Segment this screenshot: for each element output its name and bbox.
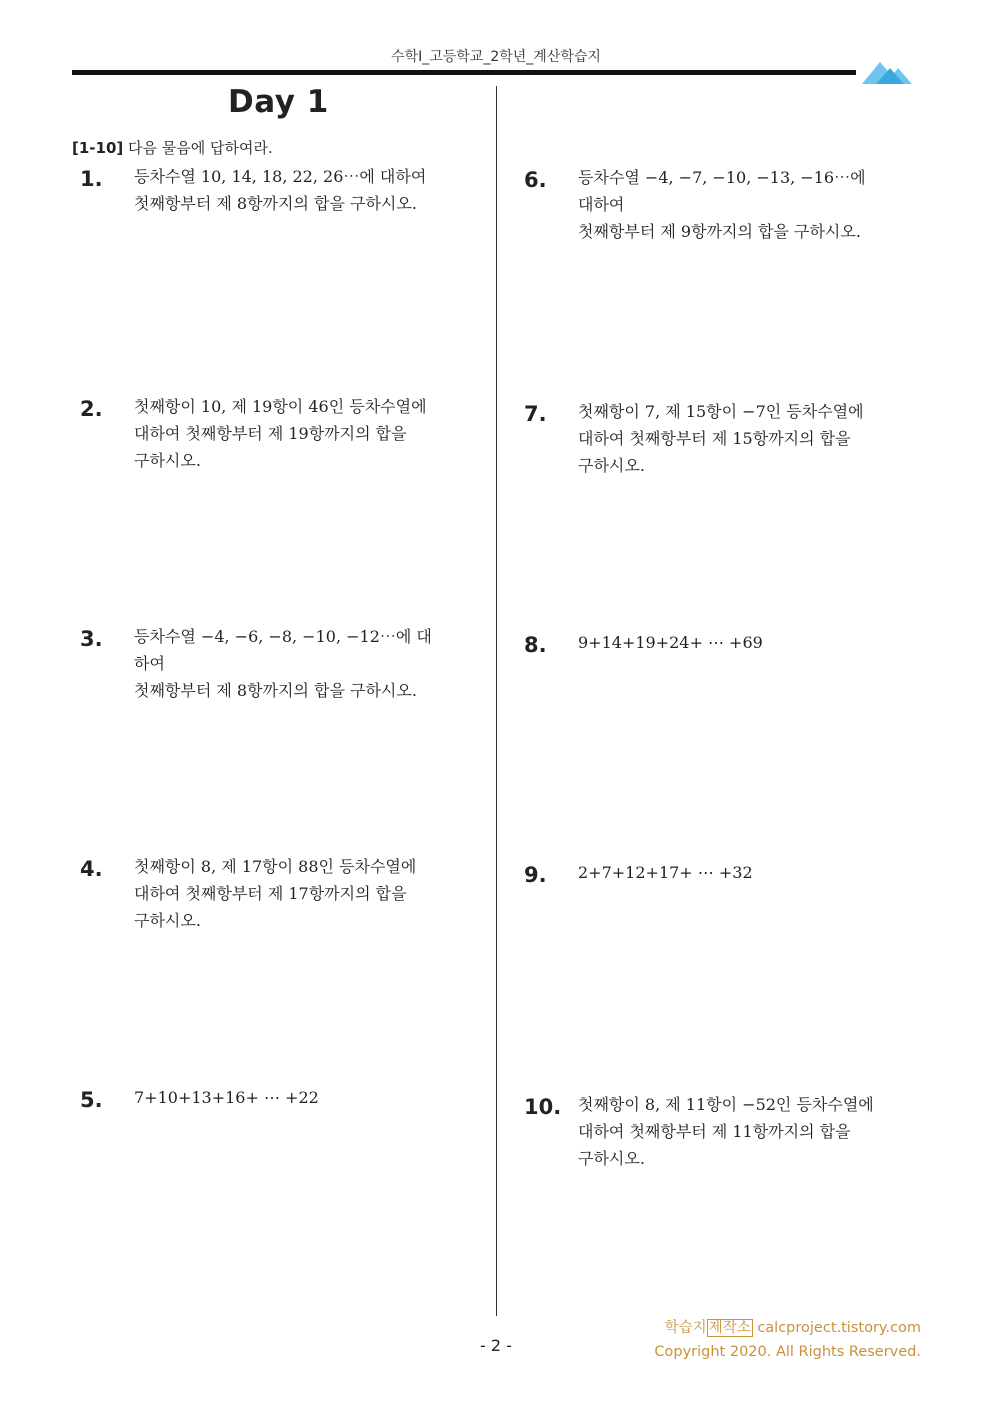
brand-prefix: 학습지 [664,1320,707,1336]
problem-number: 6. [524,168,547,192]
site-link[interactable]: calcproject.tistory.com [752,1320,921,1336]
day-title: Day 1 [228,84,329,120]
header-title: 수학I_고등학교_2학년_계산학습지 [391,49,601,65]
problem-number: 5. [80,1088,103,1112]
problem-text: 9+14+19+24+ ⋯ +69 [578,633,763,652]
problem-text: 첫째항이 7, 제 15항이 −7인 등차수열에 대하여 첫째항부터 제 15항까지의 합을 구하시오. [578,402,864,475]
problem-number: 7. [524,402,547,426]
instruction-text: 다음 물음에 답하여라. [128,139,273,157]
problem-text: 첫째항이 10, 제 19항이 46인 등차수열에 대하여 첫째항부터 제 19항까지의 합을 구하시오. [134,397,427,470]
problem-text: 첫째항이 8, 제 17항이 88인 등차수열에 대하여 첫째항부터 제 17항까지의 합을 구하시오. [134,857,417,930]
problem-number: 2. [80,397,103,421]
problem-text: 첫째항이 8, 제 11항이 −52인 등차수열에 대하여 첫째항부터 제 11항까지의 합을 구하시오. [578,1095,874,1168]
problem-text: 2+7+12+17+ ⋯ +32 [578,863,753,882]
problem-number: 10. [524,1095,562,1119]
column-divider [496,86,497,1316]
problem-number: 3. [80,627,103,651]
problem-number: 9. [524,863,547,887]
problem-text: 등차수열 −4, −7, −10, −13, −16⋯에 대하여 첫째항부터 제 9항까지의 합을 구하시오. [578,168,866,241]
instruction [72,137,273,158]
problem-number: 4. [80,857,103,881]
problem-text: 7+10+13+16+ ⋯ +22 [134,1088,319,1107]
brand-boxed: 제작소 [708,1320,751,1336]
copyright: Copyright 2020. All Rights Reserved. [654,1344,921,1360]
problem-text: 등차수열 10, 14, 18, 22, 26⋯에 대하여 첫째항부터 제 8항까지의 합을 구하시오. [134,167,427,213]
problem-text: 등차수열 −4, −6, −8, −10, −12⋯에 대하여 첫째항부터 제 8항까지의 합을 구하시오. [134,627,432,700]
problem-number: 8. [524,633,547,657]
mountain-logo-icon [862,58,914,86]
instruction-range: [1-10] [72,139,124,157]
problem-number: 1. [80,167,103,191]
page-number: - 2 - [480,1336,512,1355]
header-rule [72,70,856,75]
